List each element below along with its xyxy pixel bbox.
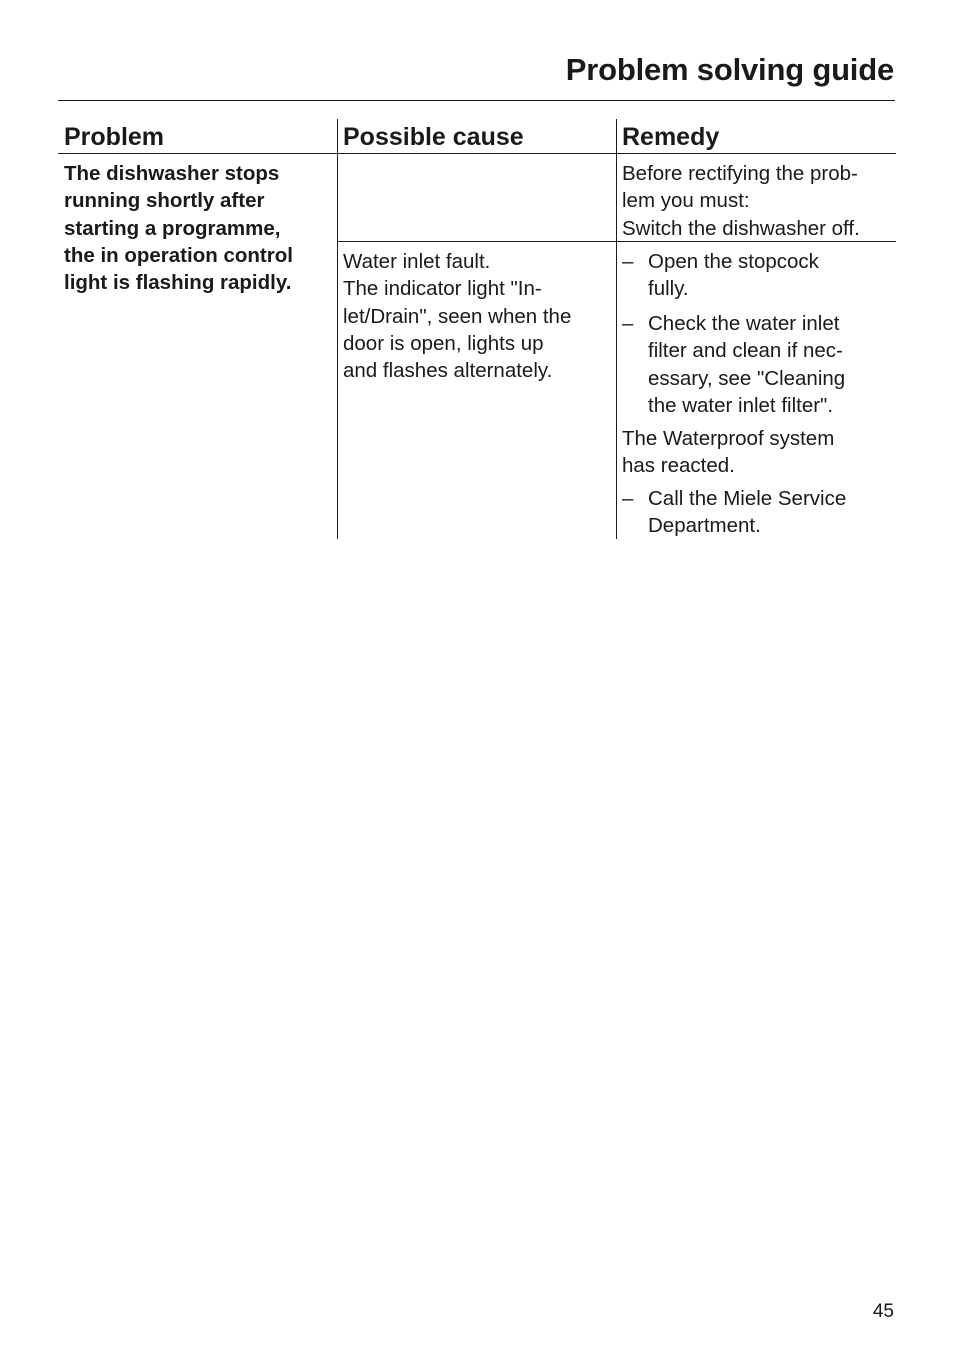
bullet-dash: – [622,250,634,273]
column-divider-remedy [616,119,617,539]
cause-line: door is open, lights up [343,331,544,355]
bullet-line: Check the water inlet [648,312,840,335]
bullet-line: Department. [648,514,761,538]
problem-line: the in operation control [64,243,293,267]
problem-line: running shortly after [64,189,265,213]
remedy-preliminary [622,160,860,242]
bullet-dash: – [622,487,634,510]
remedy-line: Before rectifying the prob- [622,162,858,185]
bullet-text [648,485,846,540]
bullet-line: Open the stopcock [648,250,819,273]
problem-description [64,160,293,296]
header-divider [58,153,896,154]
cause-line: Water inlet fault. [343,250,491,273]
bullet-line: filter and clean if nec- [648,339,843,363]
bullet-line: fully. [648,277,689,301]
problem-line: The dishwasher stops [64,162,280,185]
column-header-problem: Problem [64,123,165,151]
bullet-text [648,248,819,303]
column-header-possible-cause: Possible cause [343,123,524,151]
remedy-waterproof-note [622,425,834,480]
bullet-line: the water inlet filter". [648,393,834,417]
cause-line: The indicator light "In- [343,277,542,301]
page-number: 45 [872,1301,894,1322]
column-divider-cause [337,119,338,539]
remedy-line: The Waterproof system [622,427,835,450]
bullet-dash: – [622,312,634,335]
column-header-remedy: Remedy [622,123,720,151]
remedy-line: Switch the dishwasher off. [622,216,860,240]
cause-water-inlet-fault [343,248,571,384]
problem-line: starting a programme, [64,216,281,240]
title-divider [58,100,895,101]
problem-line: light is flashing rapidly. [64,271,292,295]
bullet-line: Call the Miele Service [648,487,847,510]
page-title: Problem solving guide [565,52,894,87]
remedy-line: lem you must: [622,189,750,213]
remedy-line: has reacted. [622,454,735,478]
bullet-text [648,310,845,419]
cause-line: and flashes alternately. [343,359,553,383]
cause-line: let/Drain", seen when the [343,304,572,328]
bullet-line: essary, see "Cleaning [648,366,846,390]
